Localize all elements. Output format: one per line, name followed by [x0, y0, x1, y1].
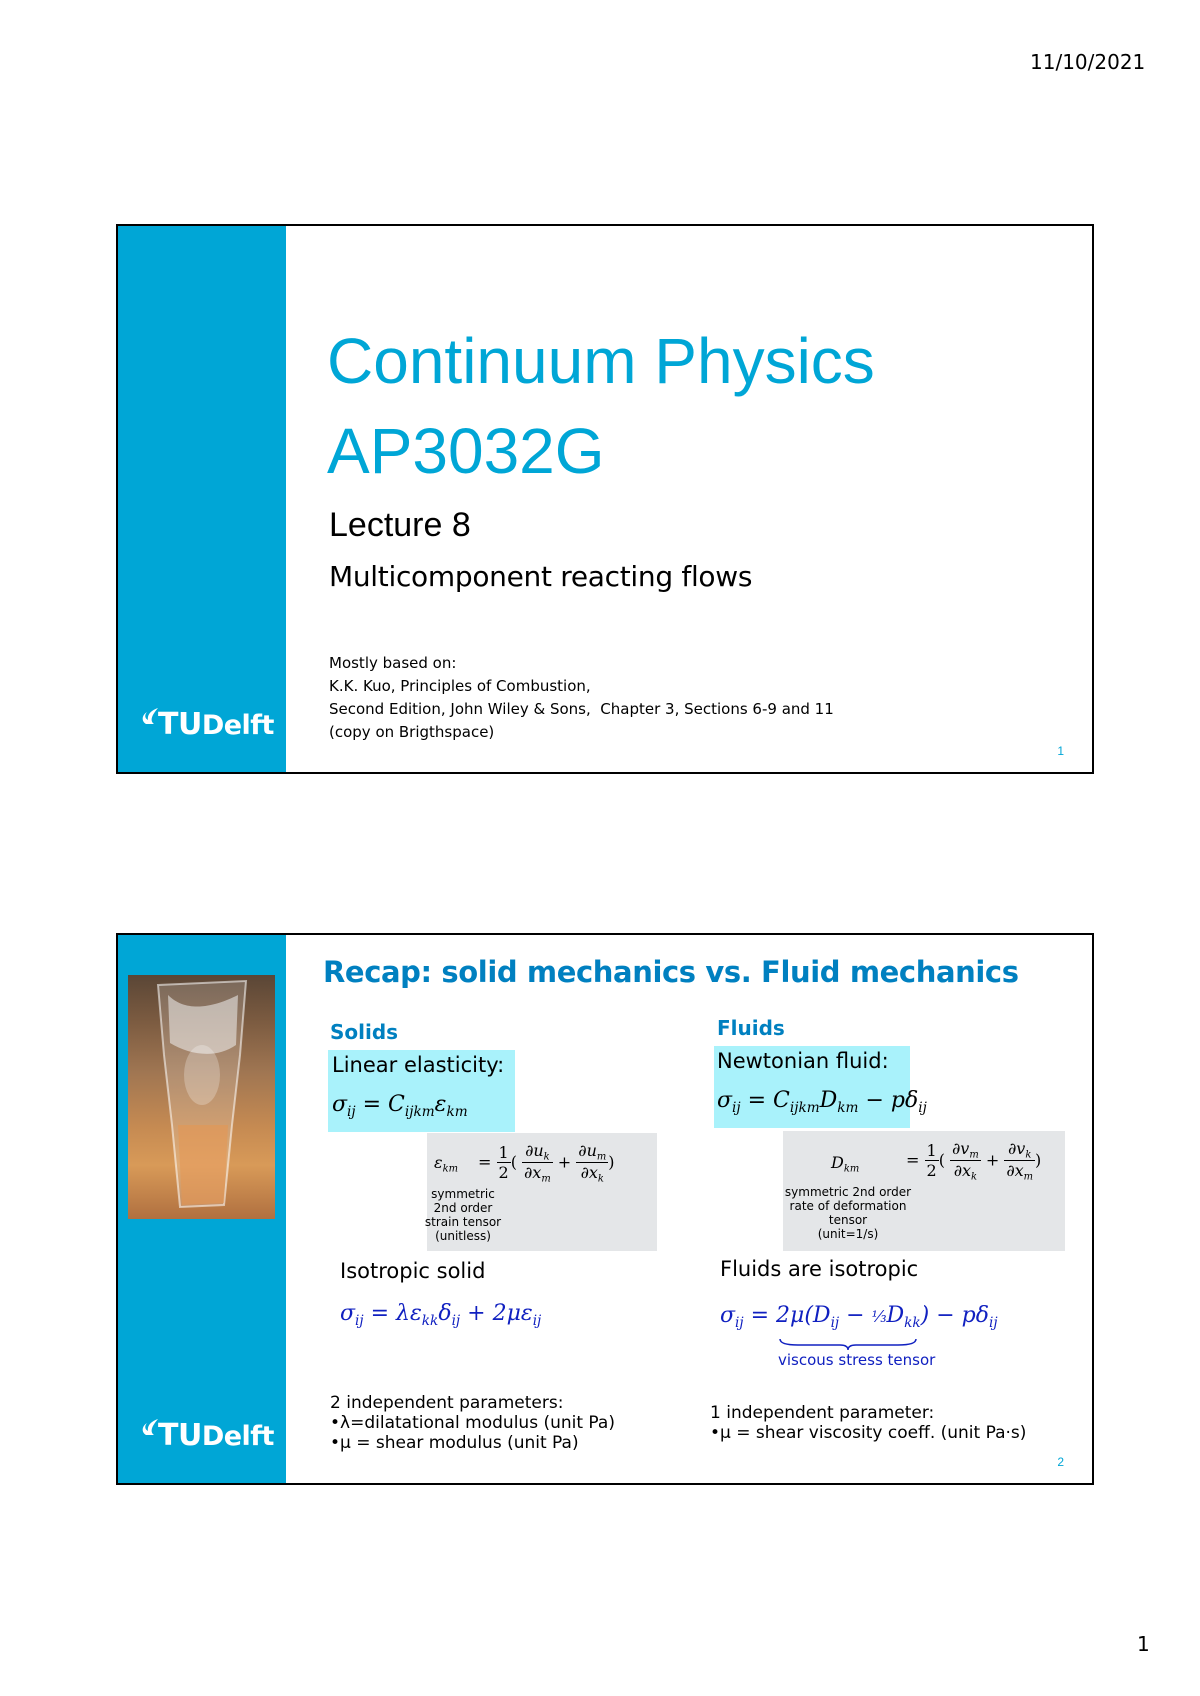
slide-1	[116, 224, 1094, 774]
isotropic-solid-equation: $\sigma_{ij} = \lambda\varepsilon_{kk}\delta_{ij} + 2\mu\varepsilon_{ij}$	[340, 1301, 542, 1329]
tu-delft-logo	[138, 706, 274, 746]
logo-wordmark: TUDelft	[158, 1418, 274, 1453]
isotropic-solid-label: Isotropic solid	[340, 1259, 486, 1283]
page-number: 1	[1137, 1632, 1150, 1656]
fluids-heading: Fluids	[717, 1016, 785, 1040]
logo-wordmark: TUDelft	[158, 707, 274, 742]
deformation-definition: = $\frac{1}{2}$ ( $\frac{\partial v_m}{\partial x_k}$ + $\frac{\partial v_k}{\partial x_m}$ )	[906, 1139, 1042, 1183]
glass-photo	[128, 975, 275, 1219]
hooke-law-equation: $\sigma_{ij} = C_{ijkm}\varepsilon_{km}$	[332, 1092, 468, 1120]
lecture-subtitle: Multicomponent reacting flows	[329, 560, 753, 593]
strain-symbol: $\varepsilon_{km}$	[434, 1153, 458, 1175]
viscous-stress-label: viscous stress tensor	[778, 1351, 936, 1369]
viscous-brace-icon	[778, 1337, 918, 1351]
page-date: 11/10/2021	[1030, 50, 1146, 74]
solids-heading: Solids	[330, 1020, 399, 1044]
slide-number: 1	[1057, 744, 1064, 758]
newtonian-fluid-label: Newtonian fluid:	[717, 1049, 889, 1073]
deformation-symbol: $D_{km}$	[831, 1153, 860, 1175]
fluids-isotropic-label: Fluids are isotropic	[720, 1257, 919, 1281]
linear-elasticity-label: Linear elasticity:	[332, 1053, 505, 1077]
source-reference: Mostly based on: K.K. Kuo, Principles of Combustion, Second Edition, John Wiley & Sons, Chapter 3, Sections 6-9 and 11 (copy on Brigthspace)	[329, 654, 834, 741]
fluids-parameters: 1 independent parameter: •μ = shear viscosity coeff. (unit Pa·s)	[710, 1403, 1027, 1443]
solids-parameters: 2 independent parameters: •λ=dilatational modulus (unit Pa) •μ = shear modulus (unit Pa)	[330, 1393, 615, 1453]
strain-definition: = $\frac{1}{2}$ ( $\frac{\partial u_k}{\partial x_m}$ + $\frac{\partial u_m}{\partial x_k}$ )	[478, 1141, 615, 1185]
strain-tensor-note: symmetric 2nd order strain tensor (unitless)	[424, 1187, 502, 1243]
slide-title: Continuum Physics AP3032G	[327, 325, 875, 487]
lecture-number: Lecture 8	[329, 506, 471, 544]
isotropic-fluid-equation: $\sigma_{ij} = 2\mu(D_{ij}$ − $\frac{1}{3}D_{kk}) - p\delta_{ij}$	[720, 1303, 998, 1331]
newtonian-fluid-equation: $\sigma_{ij} = C_{ijkm}D_{km} - p\delta_{ij}$	[717, 1088, 927, 1116]
slide-title: Recap: solid mechanics vs. Fluid mechanics	[323, 955, 1019, 989]
tu-delft-logo	[138, 1417, 274, 1457]
slide-sidebar	[118, 226, 286, 772]
slide-number: 2	[1057, 1455, 1064, 1469]
deformation-tensor-note: symmetric 2nd order rate of deformation tensor (unit=1/s)	[784, 1185, 912, 1241]
slide-2	[116, 933, 1094, 1485]
